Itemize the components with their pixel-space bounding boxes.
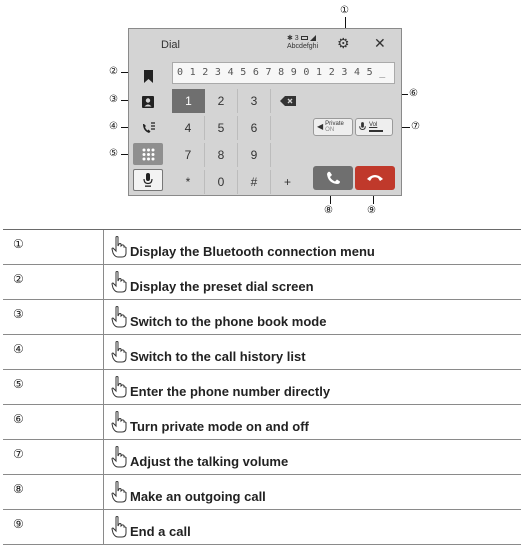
touch-hand-icon <box>111 341 127 363</box>
screen-title: Dial <box>161 39 180 51</box>
row-number: ⑦ <box>13 447 24 461</box>
volume-button[interactable] <box>355 118 393 136</box>
callout-5: ⑤ <box>109 148 118 159</box>
key-1[interactable]: 1 <box>172 89 205 113</box>
row-description: Make an outgoing call <box>130 489 266 504</box>
dial-screen-figure <box>0 0 527 222</box>
column-divider <box>103 300 104 334</box>
row-description: Switch to the phone book mode <box>130 314 327 329</box>
callout-7: ⑦ <box>411 121 420 132</box>
keypad-button[interactable] <box>133 143 163 165</box>
signal-icon <box>310 35 316 41</box>
row-number: ⑥ <box>13 412 24 426</box>
phone-dial-screen <box>128 28 402 196</box>
vol-label: Vol <box>369 122 378 128</box>
touch-hand-icon <box>111 411 127 433</box>
callout-8: ⑧ <box>324 205 333 216</box>
callout-2: ② <box>109 66 118 77</box>
row-description: Switch to the call history list <box>130 349 306 364</box>
call-history-button[interactable] <box>133 117 163 139</box>
table-row <box>3 265 521 300</box>
key-3[interactable]: 3 <box>238 89 271 113</box>
bluetooth-status: ✱ 3 <box>287 35 299 42</box>
table-row <box>3 230 521 265</box>
device-name: Abcdefghi <box>287 43 319 50</box>
column-divider <box>103 440 104 474</box>
key-7[interactable]: 7 <box>172 143 205 167</box>
column-divider <box>103 335 104 369</box>
touch-hand-icon <box>111 481 127 503</box>
key-2[interactable]: 2 <box>205 89 238 113</box>
row-description: Turn private mode on and off <box>130 419 309 434</box>
battery-icon <box>301 36 308 40</box>
callout-6: ⑥ <box>409 88 418 99</box>
microphone-icon <box>143 173 153 187</box>
column-divider <box>103 405 104 439</box>
key-5[interactable]: 5 <box>205 116 238 140</box>
row-number: ⑧ <box>13 482 24 496</box>
speaker-icon: ◀ <box>317 122 324 131</box>
preset-dial-button[interactable] <box>133 65 163 87</box>
function-table <box>3 229 521 545</box>
close-icon[interactable]: ✕ <box>374 35 386 51</box>
table-row <box>3 475 521 510</box>
touch-hand-icon <box>111 236 127 258</box>
bookmark-icon <box>143 70 154 83</box>
callout-4: ④ <box>109 121 118 132</box>
handset-pickup-icon <box>325 171 341 185</box>
call-button[interactable] <box>313 166 353 190</box>
status-indicators <box>287 35 318 51</box>
contact-book-icon <box>141 95 155 109</box>
private-label: Private <box>325 121 344 127</box>
callout-3: ③ <box>109 94 118 105</box>
column-divider <box>103 265 104 299</box>
column-divider <box>103 230 104 264</box>
table-row <box>3 370 521 405</box>
backspace-button[interactable] <box>271 89 304 113</box>
end-call-button[interactable] <box>355 166 395 190</box>
handset-hangup-icon <box>366 172 384 184</box>
row-number: ③ <box>13 307 24 321</box>
column-divider <box>103 510 104 544</box>
table-row <box>3 335 521 370</box>
touch-hand-icon <box>111 446 127 468</box>
callout-9: ⑨ <box>367 205 376 216</box>
callout-1: ① <box>340 5 349 16</box>
keypad-icon <box>142 148 155 161</box>
touch-hand-icon <box>111 271 127 293</box>
backspace-icon <box>280 96 296 106</box>
voice-button[interactable] <box>133 169 163 191</box>
touch-hand-icon <box>111 376 127 398</box>
row-description: Enter the phone number directly <box>130 384 331 399</box>
row-description: Display the Bluetooth connection menu <box>130 244 375 259</box>
row-description: Adjust the talking volume <box>130 454 289 469</box>
microphone-icon <box>359 122 366 132</box>
key-8[interactable]: 8 <box>205 143 238 167</box>
phone-number-field[interactable]: 0 1 2 3 4 5 6 7 8 9 0 1 2 3 4 5 _ <box>172 62 395 84</box>
row-number: ① <box>13 237 24 251</box>
key-0[interactable]: 0 <box>205 170 238 194</box>
phonebook-button[interactable] <box>133 91 163 113</box>
private-mode-toggle[interactable] <box>313 118 353 136</box>
key-9[interactable]: 9 <box>238 143 271 167</box>
row-number: ⑤ <box>13 377 24 391</box>
table-row <box>3 300 521 335</box>
key-6[interactable]: 6 <box>238 116 271 140</box>
touch-hand-icon <box>111 516 127 538</box>
gear-icon[interactable]: ⚙ <box>337 35 350 51</box>
key-plus[interactable]: + <box>283 175 291 189</box>
volume-level-bar <box>369 130 383 132</box>
key-star[interactable]: * <box>172 170 205 194</box>
key-hash[interactable]: # <box>238 170 271 194</box>
call-history-icon <box>141 122 156 135</box>
row-number: ⑨ <box>13 517 24 531</box>
table-row <box>3 440 521 475</box>
column-divider <box>103 370 104 404</box>
key-4[interactable]: 4 <box>172 116 205 140</box>
row-description: End a call <box>130 524 191 539</box>
table-row <box>3 405 521 440</box>
column-divider <box>103 475 104 509</box>
private-state: ON <box>325 127 335 133</box>
row-description: Display the preset dial screen <box>130 279 314 294</box>
touch-hand-icon <box>111 306 127 328</box>
table-row <box>3 510 521 545</box>
row-number: ④ <box>13 342 24 356</box>
row-number: ② <box>13 272 24 286</box>
